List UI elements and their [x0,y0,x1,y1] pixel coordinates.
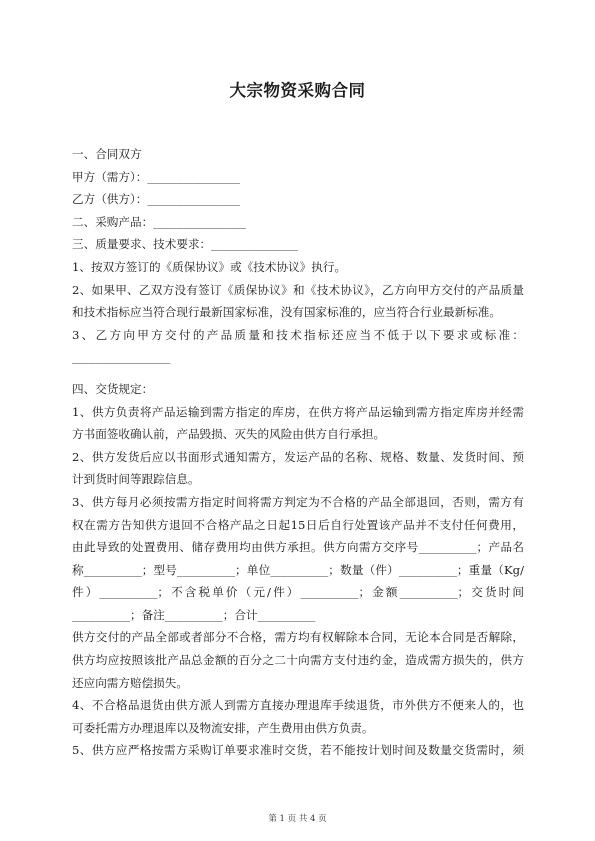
nonconforming-clause-line-2: 供方均应按照该批产品总金额的百分之二十向需方支付违约金，造成需方损失的，供方 [72,653,524,668]
quality-clause-1: 1、按双方签订的《质保协议》或《技术协议》执行。 [72,259,347,274]
delivery-clause-4-line-1: 4、不合格品退货由供方派人到需方直接办理退库手续退货，市外供方不便来人的，也 [72,698,524,713]
delivery-clause-5-line-1: 5、供方应严格按需方采购订单要求准时交货，若不能按计划时间及数量交货需时，须 [72,743,524,758]
page-number-footer: 第 1 页 共 4 页 [268,814,327,824]
party-b-field: 乙方（供方）：________________ [72,192,241,207]
section-gap [72,369,524,378]
quality-clause-3: 3、乙方向甲方交付的产品质量和技术指标还应当不低于以下要求或标准： [72,327,524,342]
delivery-clause-3-line-3: 由此导致的处置费用、储存费用均由供方承担。供方向需方交序号__________；产品名 [72,540,524,555]
section-heading-parties: 一、合同双方 [72,147,142,161]
delivery-clause-4-line-2: 可委托需方办理退库以及物流安排，产生费用由供方负责。 [72,720,374,735]
delivery-clause-3-line-5: 件）__________；不含税单价（元/件）__________；金额__________；交货时间 [72,585,524,600]
section-heading-delivery: 四、交货规定： [72,381,154,396]
delivery-clause-2-line-2: 计到货时间等跟踪信息。 [72,472,200,487]
quality-standard-blank: _________________ [72,350,171,365]
delivery-clause-3-line-4: 称__________；型号__________；单位__________；数量（件）__________；重量（Kg/ [72,562,524,577]
party-a-field: 甲方（需方）：________________ [72,169,241,184]
delivery-clause-3-line-2: 权在需方告知供方退回不合格产品之日起15日后自行处置该产品并不支付任何费用， [72,517,524,532]
delivery-clause-1-line-1: 1、供方负责将产品运输到需方指定的库房，在供方将产品运输到需方指定库房并经需 [72,404,524,419]
document-body [72,143,524,762]
quality-clause-2-line-1: 2、如果甲、乙双方没有签订《质保协议》和《技术协议》，乙方向甲方交付的产品质量 [72,282,524,297]
delivery-clause-3-line-6: __________；备注__________；合计__________ [72,607,316,622]
nonconforming-clause-line-1: 供方交付的产品全部或者部分不合格，需方均有权解除本合同，无论本合同是否解除， [72,630,524,645]
nonconforming-clause-line-3: 还应向需方赔偿损失。 [72,675,188,690]
delivery-clause-2-line-1: 2、供方发货后应以书面形式通知需方，发运产品的名称、规格、数量、发货时间、预 [72,449,524,464]
quality-requirements-field: 三、质量要求、技术要求：_______________ [72,237,299,252]
delivery-clause-1-line-2: 方书面签收确认前，产品毁损、灭失的风险由供方自行承担。 [72,427,386,442]
product-field: 二、采购产品：________________ [72,214,246,229]
quality-clause-2-line-2: 和技术指标应当符合现行最新国家标准，没有国家标准的，应当符合行业最新标准。 [72,305,501,320]
delivery-clause-3-line-1: 3、供方每月必须按需方指定时间将需方判定为不合格的产品全部退回，否则，需方有 [72,494,524,509]
document-title: 大宗物资采购合同 [229,81,366,100]
